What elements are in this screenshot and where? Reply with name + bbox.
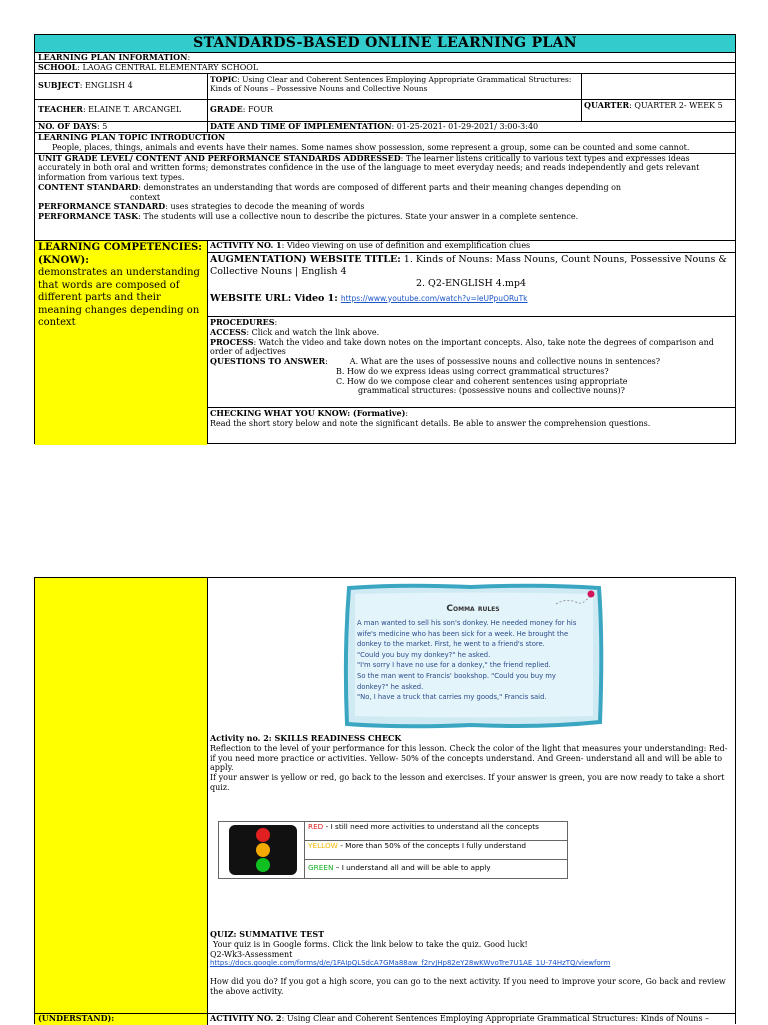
school-value: : LAOAG CENTRAL ELEMENTARY SCHOOL (77, 63, 259, 72)
traffic-yellow-row (305, 841, 567, 860)
yellow-text: - More than 50% of the concepts I fully understand (337, 841, 527, 850)
process-text: : Watch the video and take down notes on the important concepts. Also, take note the degrees of comparison and order of adjectives (210, 337, 714, 357)
question-a: A. What are the uses of possessive nouns and collective nouns in sentences? (349, 357, 661, 366)
performance-task-label: PERFORMANCE TASK (38, 211, 139, 221)
teacher-label: TEACHER (38, 104, 83, 114)
info-heading: LEARNING PLAN INFORMATION (38, 53, 188, 62)
grade-label: GRADE (210, 104, 243, 114)
quiz-text: Your quiz is in Google forms. Click the link below to take the quiz. Good luck! (213, 939, 528, 949)
comma-rules-card (341, 582, 605, 730)
activity2-title: : SKILLS READINESS CHECK (268, 733, 402, 743)
green-word: GREEN (308, 863, 334, 872)
story-line: donkey to the market. First, he went to a friend's store. (357, 640, 545, 649)
quiz-name: Q2-Wk3-Assessment (210, 949, 293, 959)
grade-value: : FOUR (242, 105, 273, 114)
traffic-light-table (218, 821, 568, 879)
performance-standard-text: : uses strategies to decode the meaning of words (165, 202, 365, 212)
checking-text: Read the short story below and note the significant details. Be able to answer the comprehension questions. (210, 418, 651, 428)
activity-no2-label: ACTIVITY NO. 2 (210, 1014, 282, 1023)
days-value: : 5 (97, 122, 108, 131)
red-text: - I still need more activities to understand all the concepts (323, 822, 539, 831)
subject-label: SUBJECT (38, 80, 80, 90)
formative-label: : (Formative) (347, 408, 406, 418)
info-heading-row: LEARNING PLAN INFORMATION: (35, 52, 735, 62)
performance-task-text: : The students will use a collective noun to describe the pictures. State your answer in a complete sentence. (138, 212, 579, 221)
learning-plan-page-1 (34, 34, 736, 444)
performance-standard-label: PERFORMANCE STANDARD (38, 201, 166, 212)
intro-standards-row (35, 132, 735, 235)
understand-label: (UNDERSTAND): (38, 1014, 115, 1023)
comma-rules-title: Comma rules (446, 604, 500, 614)
subject-value: : ENGLISH 4 (79, 81, 133, 90)
activity2-text2: If your answer is yellow or red, go back to the lesson and exercises. If your answer is green, you are now ready to take a short quiz. (210, 773, 725, 792)
content-standard-label: CONTENT STANDARD (38, 181, 139, 192)
question-c-cont: grammatical structures: (possessive nouns and collective nouns)? (358, 386, 625, 396)
story-line: "No, I have a truck that carries my goods," Francis said. (357, 693, 547, 702)
school-row (35, 62, 735, 73)
traffic-red-row (305, 822, 567, 841)
story-line: So the man went to Francis' bookshop. "Could you buy my (357, 671, 556, 680)
process-label: PROCESS (210, 336, 254, 347)
understand-row (35, 1013, 735, 1025)
activity2-text1: Reflection to the level of your performance for this lesson. Check the color of the light that measures your understanding: Red- if you need more practice or activities. Yellow- 50% of the concepts understand. And Green- understand all and will be able to apply. (210, 743, 728, 773)
unit-standard-label: UNIT GRADE LEVEL/ CONTENT AND PERFORMANCE STANDARDS ADDRESSED (38, 152, 401, 163)
learning-plan-page-2 (34, 577, 736, 1024)
subject-row (35, 73, 735, 99)
red-word: RED (308, 822, 324, 831)
access-text: : Click and watch the link above. (246, 327, 380, 337)
teacher-value: : ELAINE T. ARCANGEL (82, 105, 182, 114)
school-label: SCHOOL (38, 63, 78, 72)
green-text: – I understand all and will be able to apply (333, 863, 491, 872)
competencies-heading: LEARNING COMPETENCIES: (38, 242, 202, 253)
quiz-after: How did you do? If you got a high score, you can go to the next activity. If you need to improve your score, Go back and review the above activity. (210, 976, 726, 996)
yellow-column (35, 578, 207, 1013)
quarter-label: QUARTER (584, 100, 630, 110)
website-url-label: WEBSITE URL: Video 1: (210, 292, 338, 304)
quarter-value: : QUARTER 2- WEEK 5 (629, 101, 723, 110)
competencies-text: demonstrates an understanding that words are composed of different parts and their meaning changes depending on context (38, 267, 200, 328)
know-label: (KNOW): (38, 254, 89, 266)
days-row (35, 121, 735, 132)
access-label: ACCESS (210, 326, 247, 337)
video-link[interactable]: https://www.youtube.com/watch?v=leUPpuORuTk (340, 293, 528, 303)
date-label: DATE AND TIME OF IMPLEMENTATION (210, 122, 392, 131)
quiz-heading: QUIZ: SUMMATIVE TEST (210, 929, 325, 939)
story-line: wife's medicine who has been sick for a week. He brought the (357, 629, 569, 638)
checking-heading: CHECKING WHAT YOU KNOW (210, 408, 348, 418)
intro-heading: LEARNING PLAN TOPIC INTRODUCTION (38, 133, 226, 142)
yellow-word: YELLOW (308, 841, 338, 850)
website-title: 1. Kinds of Nouns: Mass Nouns, Count Nouns, Possessive Nouns & Collective Nouns | English 4 (210, 254, 727, 277)
activity1-text: : Video viewing on use of definition and exemplification clues (281, 241, 531, 250)
story-line: "I'm sorry I have no use for a donkey," the friend replied. (357, 661, 551, 670)
topic-label: TOPIC (210, 75, 238, 84)
question-c: C. How do we compose clear and coherent sentences using appropriate (336, 376, 628, 386)
competencies-cell (35, 241, 207, 445)
story-line: donkey?" he asked. (357, 682, 424, 691)
intro-text: People, places, things, animals and events have their names. Some names show possession, some represent a group, some can be counted and some cannot. (52, 142, 690, 152)
activity-no2-text: : Using Clear and Coherent Sentences Employing Appropriate Grammatical Structures: Kinds of Nouns – (281, 1014, 710, 1023)
unit-standard-text: : The learner listens critically to various text types and expresses ideas accurately in both oral and written forms; demonstrates confidence in the use of the language to meet everyday needs; and reads independently and gets relevant information from various text types. (38, 153, 700, 182)
days-label: NO. OF DAYS (38, 122, 98, 131)
teacher-row (35, 99, 735, 121)
content-standard-text: : demonstrates an understanding that words are composed of different parts and their meaning changes depending on (138, 182, 622, 192)
competency-row: LEARNING COMPETENCIES: (KNOW): demonstrates an understanding that words are composed of different parts and their meaning changes depending on context ACTIVITY NO. 1: Video viewing on use of definition and exemplification clues AUGMENTATION) WEBSITE TITLE: 1. Kinds of Nouns: Mass Nouns, Count Nouns, Possessive Nouns & Collective Nouns | English 4 2. Q2-ENGLISH 4.mp4 WEBSITE URL: Video 1: https://www.youtube.com/watch?v=leUPpuORuTk PROCEDURES: ACCESS: Click and watch the link above. PROCESS: Watch the video and take down notes on the important concepts. Also, take note the degrees of comparison and order of adjectives QUESTIONS TO ANSWER: A. What are the uses of possessive nouns and collective nouns in sentences? B. How do we express ideas using correct grammatical structures? C. How do we compose clear and coherent sentences using appropriate grammatical structures: (possessive nouns and collective nouns)? CHECKING WHAT YOU KNOW: (Formative): Read the short story below and note the significant details. Be able to answer the comprehension questions. (35, 240, 735, 444)
bow-icon (588, 591, 595, 598)
page-title: STANDARDS-BASED ONLINE LEARNING PLAN (35, 35, 735, 52)
date-value: : 01-25-2021- 01-29-2021/ 3:00-3:40 (391, 122, 539, 131)
website-title-label: AUGMENTATION) WEBSITE TITLE: (210, 254, 401, 265)
content-standard-cont: context (130, 192, 161, 202)
story-line: A man wanted to sell his son's donkey. He needed money for his (357, 619, 577, 627)
question-b: B. How do we express ideas using correct grammatical structures? (336, 366, 609, 376)
procedures-heading: PROCEDURES (210, 317, 275, 327)
content-column (207, 578, 735, 1013)
topic-value: : Using Clear and Coherent Sentences Employing Appropriate Grammatical Structures: Kinds of Nouns – Possessive Nouns and Collective Nouns (210, 75, 572, 94)
activity1-label: ACTIVITY NO. 1 (210, 241, 282, 250)
traffic-green-row (305, 860, 567, 878)
quiz-link[interactable]: https://docs.google.com/forms/d/e/1FAIpQLSdcA7GMa88aw_f2rvJHp82eY28wKWvoTre7U1AE_1U-74HzTQ/viewform (210, 959, 611, 968)
traffic-light-icon (219, 822, 304, 878)
activity2-label: Activity no. 2 (210, 733, 269, 743)
comma-rules-story (357, 618, 595, 703)
story-line: "Could you buy my donkey?" he asked. (357, 650, 491, 659)
video-file: 2. Q2-ENGLISH 4.mp4 (415, 277, 527, 289)
questions-label: QUESTIONS TO ANSWER (210, 356, 326, 366)
